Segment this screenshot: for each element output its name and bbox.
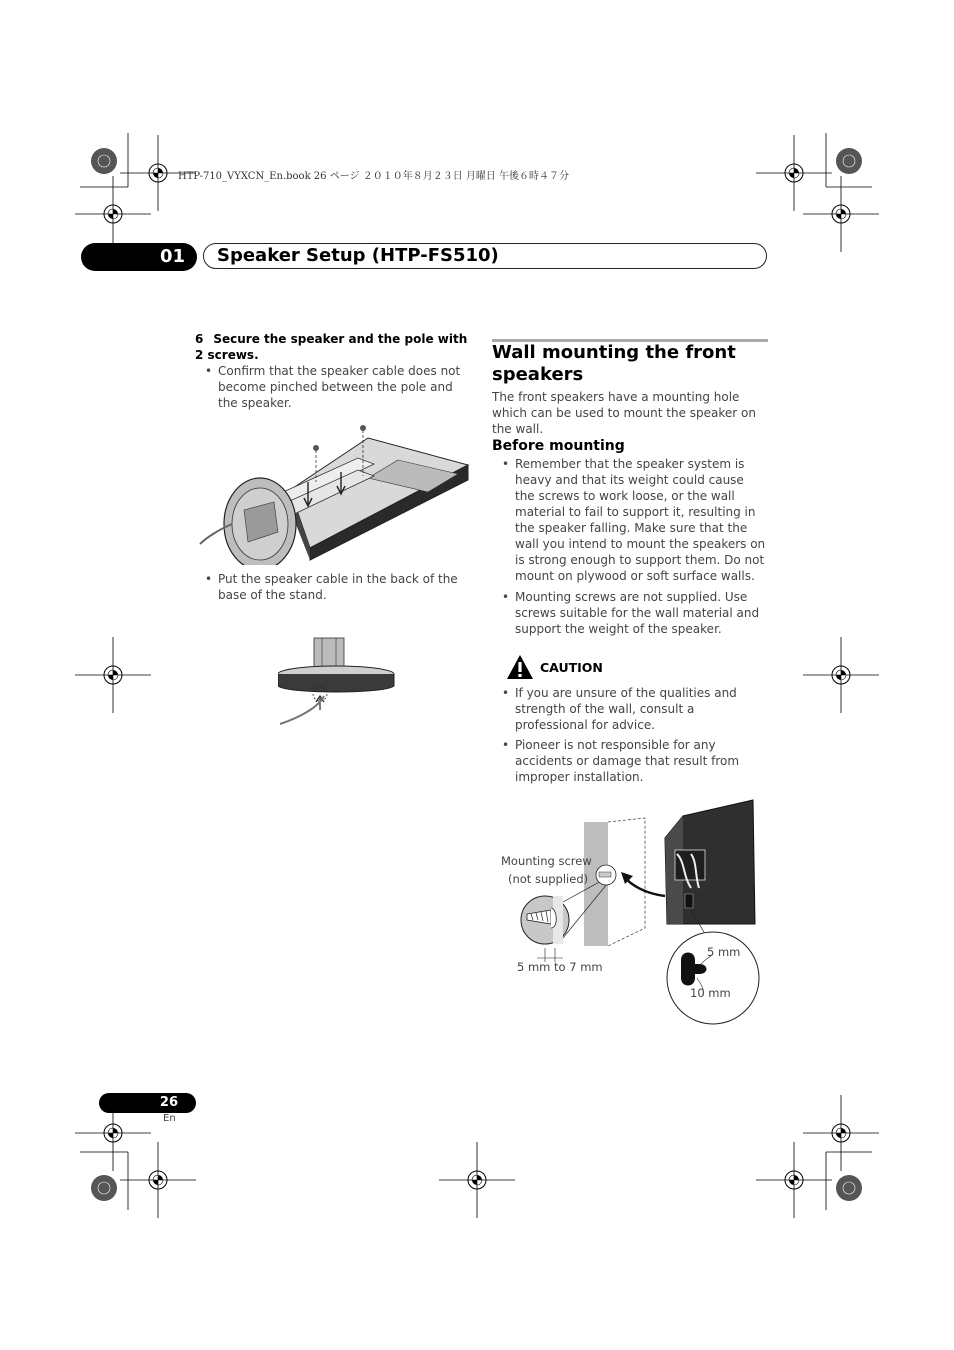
registration-mark-icon — [756, 135, 832, 211]
list-item-text: Mounting screws are not supplied. Use screws suitable for the wall material and support the weight of the speaker. — [515, 590, 760, 636]
registration-mark-icon — [803, 176, 879, 252]
list-item-text: Remember that the speaker system is heavy and that its weight could cause the screws to work loose, or the wall material to fail to support it, resulting in the speaker falling. Make sure that the wall you intend to mount the speakers on is strong enough to support them. Do not mount on plywood or soft surface walls. — [515, 457, 766, 583]
step-text: Secure the speaker and the pole with 2 screws. — [195, 332, 468, 362]
speaker-pole-illustration — [198, 420, 470, 565]
list-item-text: Confirm that the speaker cable does not become pinched between the pole and the speaker. — [218, 364, 461, 410]
subsection-title: Before mounting — [492, 438, 625, 454]
mounting-screw-label: Mounting screw — [501, 854, 592, 868]
section-intro: The front speakers have a mounting hole which can be used to mount the speaker on the wall. — [492, 390, 756, 436]
list-item: • Remember that the speaker system is heavy and that its weight could cause the screws to work loose, or the wall material to fail to support it, resulting in the speaker falling. Make sure that the wall you intend to mount the speakers on is strong enough to support them. Do not mount on plywood or soft surface walls. — [502, 457, 766, 583]
step-instruction — [195, 331, 470, 363]
section-title: Wall mounting the front speakers — [492, 342, 736, 385]
registration-mark-icon — [803, 1095, 879, 1171]
registration-mark-icon — [803, 637, 879, 713]
warning-triangle-icon — [506, 654, 534, 680]
list-item-text: Pioneer is not responsible for any accidents or damage that result from improper installation. — [515, 738, 740, 784]
print-header: HTP-710_VYXCN_En.book 26 ページ ２０１０年８月２３日 月曜日 午後６時４７分 — [178, 171, 570, 182]
registration-mark-icon — [75, 176, 151, 252]
not-supplied-label: (not supplied) — [508, 872, 589, 886]
list-item-text: Put the speaker cable in the back of the base of the stand. — [218, 572, 458, 602]
hole-10mm-label: 10 mm — [690, 986, 731, 1000]
registration-mark-icon — [756, 1142, 832, 1218]
page-number: 26 — [99, 1093, 196, 1113]
step-number: 6 — [195, 332, 204, 346]
registration-mark-icon — [75, 637, 151, 713]
caution-label: CAUTION — [540, 660, 603, 675]
screw-length-label: 5 mm to 7 mm — [517, 960, 603, 974]
hole-5mm-label: 5 mm — [707, 945, 741, 959]
list-item-text: If you are unsure of the qualities and strength of the wall, consult a professional for advice. — [515, 686, 737, 732]
list-item: • Mounting screws are not supplied. Use screws suitable for the wall material and support the weight of the speaker. — [502, 590, 760, 636]
list-item: • Confirm that the speaker cable does not become pinched between the pole and the speaker. — [205, 364, 461, 410]
list-item: • Put the speaker cable in the back of the base of the stand. — [205, 572, 458, 602]
stand-base-cable-illustration — [278, 636, 398, 728]
list-item: • Pioneer is not responsible for any accidents or damage that result from improper installation. — [502, 738, 740, 784]
registration-mark-icon — [439, 1142, 515, 1218]
chapter-title: Speaker Setup (HTP-FS510) — [217, 245, 499, 266]
registration-mark-icon — [120, 1142, 196, 1218]
list-item: • If you are unsure of the qualities and strength of the wall, consult a professional for advice. — [502, 686, 737, 732]
chapter-number: 01 — [81, 243, 197, 271]
page-language: En — [163, 1113, 176, 1124]
